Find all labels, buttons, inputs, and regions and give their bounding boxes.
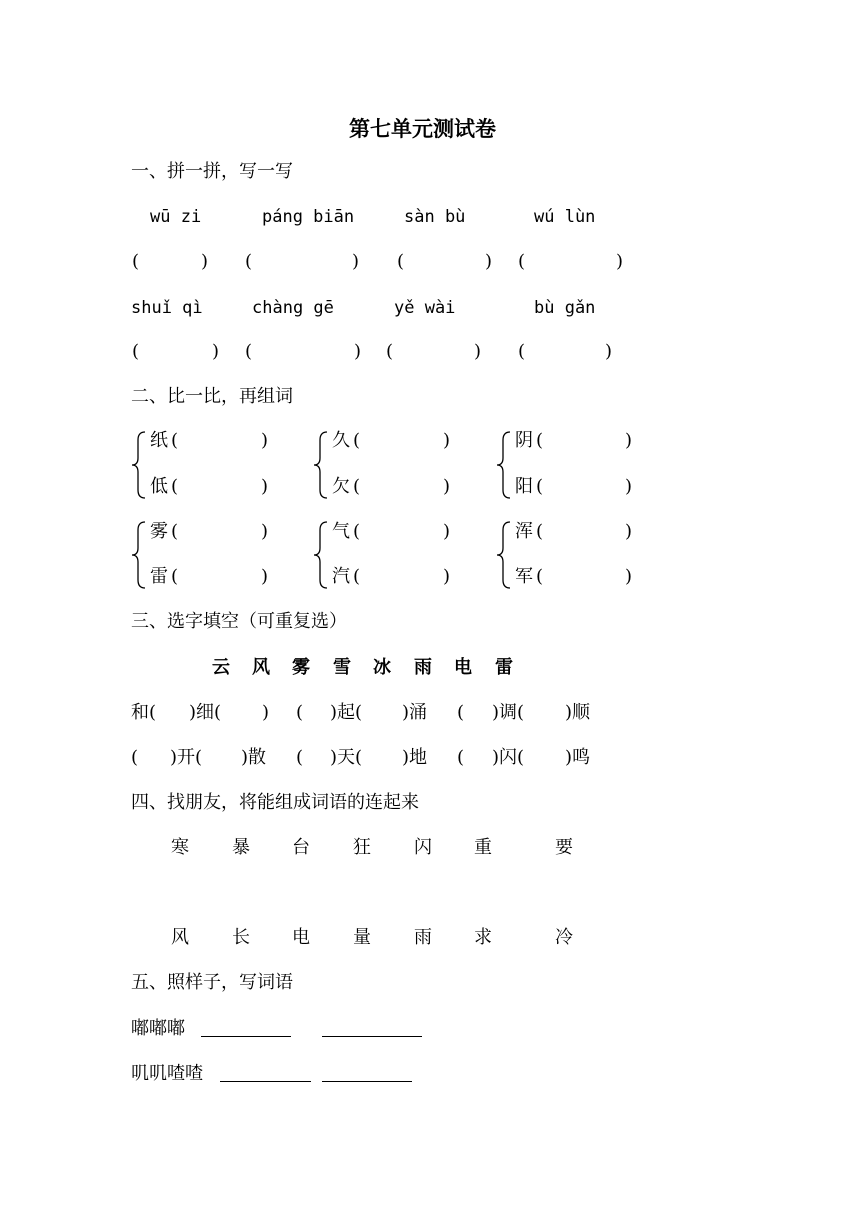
answer-paren-open: ( <box>353 566 361 587</box>
answer-paren-open: ( <box>353 521 361 542</box>
choice-char: 云 <box>212 657 230 678</box>
answer-paren-open: ( <box>353 430 361 451</box>
compare-char: 雷 <box>150 566 168 587</box>
brace-icon <box>131 520 147 590</box>
compare-char: 阳 <box>515 476 533 497</box>
fill-segment: ( <box>457 747 465 768</box>
answer-paren-open: ( <box>536 476 544 497</box>
fill-segment: )散 <box>241 747 267 768</box>
fill-segment: ( <box>457 702 465 723</box>
answer-paren-open: ( <box>353 476 361 497</box>
answer-paren-open: ( <box>386 341 394 362</box>
match-char-top[interactable]: 台 <box>292 837 310 858</box>
answer-paren-close: ) <box>261 430 269 451</box>
answer-blank[interactable] <box>322 1081 412 1082</box>
answer-paren-open: ( <box>132 341 140 362</box>
choice-char: 雷 <box>495 657 513 678</box>
answer-paren-close: ) <box>485 251 493 272</box>
page-title: 第七单元测试卷 <box>349 116 496 141</box>
answer-paren-close: ) <box>201 251 209 272</box>
match-char-top[interactable]: 闪 <box>414 837 432 858</box>
choice-char: 雨 <box>414 657 432 678</box>
compare-char: 浑 <box>515 521 533 542</box>
fill-segment: )地 <box>402 747 428 768</box>
answer-paren-close: ) <box>625 566 633 587</box>
choice-char: 电 <box>454 657 472 678</box>
answer-paren-open: ( <box>536 521 544 542</box>
answer-paren-close: ) <box>625 476 633 497</box>
compare-char: 汽 <box>332 566 350 587</box>
brace-icon <box>496 430 512 500</box>
answer-paren-close: ) <box>625 521 633 542</box>
section-5-heading: 五、照样子，写词语 <box>131 972 293 993</box>
match-char-top[interactable]: 重 <box>474 837 492 858</box>
match-char-bottom[interactable]: 长 <box>232 927 250 948</box>
fill-segment: ( <box>296 747 304 768</box>
answer-paren-open: ( <box>132 251 140 272</box>
fill-segment: )鸣 <box>565 747 591 768</box>
fill-segment: 和( <box>131 702 157 723</box>
section-4-heading: 四、找朋友，将能组成词语的连起来 <box>131 792 419 813</box>
match-char-top[interactable]: 暴 <box>232 837 250 858</box>
answer-paren-close: ) <box>605 341 613 362</box>
match-char-bottom[interactable]: 电 <box>292 927 310 948</box>
answer-paren-close: ) <box>352 251 360 272</box>
fill-segment: )顺 <box>565 702 591 723</box>
answer-paren-close: ) <box>443 476 451 497</box>
match-char-bottom[interactable]: 风 <box>171 927 189 948</box>
fill-segment: )涌 <box>402 702 428 723</box>
section-3-heading: 三、选字填空（可重复选） <box>131 611 347 632</box>
answer-paren-close: ) <box>474 341 482 362</box>
answer-paren-close: ) <box>261 566 269 587</box>
answer-paren-open: ( <box>518 341 526 362</box>
match-char-top[interactable]: 寒 <box>171 837 189 858</box>
fill-segment: )天( <box>330 747 363 768</box>
answer-paren-open: ( <box>245 341 253 362</box>
answer-paren-close: ) <box>261 476 269 497</box>
answer-paren-open: ( <box>536 566 544 587</box>
compare-char: 雾 <box>150 521 168 542</box>
example-word: 叽叽喳喳 <box>131 1063 203 1084</box>
choice-char: 风 <box>252 657 270 678</box>
answer-paren-open: ( <box>518 251 526 272</box>
answer-paren-close: ) <box>443 430 451 451</box>
fill-segment: ) <box>262 702 270 723</box>
answer-paren-open: ( <box>397 251 405 272</box>
compare-char: 低 <box>150 476 168 497</box>
match-char-top[interactable]: 狂 <box>353 837 371 858</box>
answer-paren-close: ) <box>261 521 269 542</box>
pinyin-item: bù gǎn <box>534 298 596 318</box>
fill-segment: )开( <box>170 747 203 768</box>
example-word: 嘟嘟嘟 <box>131 1018 185 1039</box>
answer-paren-close: ) <box>443 521 451 542</box>
pinyin-item: páng biān <box>262 207 355 227</box>
brace-icon <box>313 430 329 500</box>
answer-blank[interactable] <box>201 1036 291 1037</box>
match-char-bottom[interactable]: 雨 <box>414 927 432 948</box>
match-char-bottom[interactable]: 冷 <box>555 927 573 948</box>
fill-segment: )闪( <box>492 747 525 768</box>
match-char-top[interactable]: 要 <box>555 837 573 858</box>
match-char-bottom[interactable]: 量 <box>353 927 371 948</box>
answer-blank[interactable] <box>220 1081 311 1082</box>
choice-char: 冰 <box>373 657 391 678</box>
compare-char: 气 <box>332 521 350 542</box>
compare-char: 阴 <box>515 430 533 451</box>
fill-segment: ( <box>296 702 304 723</box>
answer-paren-open: ( <box>171 430 179 451</box>
fill-segment: )细( <box>189 702 222 723</box>
section-2-heading: 二、比一比，再组词 <box>131 386 293 407</box>
brace-icon <box>131 430 147 500</box>
answer-paren-open: ( <box>171 521 179 542</box>
answer-paren-close: ) <box>443 566 451 587</box>
answer-paren-close: ) <box>354 341 362 362</box>
answer-paren-close: ) <box>212 341 220 362</box>
answer-blank[interactable] <box>322 1036 422 1037</box>
answer-paren-open: ( <box>171 476 179 497</box>
pinyin-item: sàn bù <box>404 207 466 227</box>
compare-char: 欠 <box>332 476 350 497</box>
compare-char: 军 <box>515 566 533 587</box>
match-char-bottom[interactable]: 求 <box>474 927 492 948</box>
choice-char: 雾 <box>292 657 310 678</box>
compare-char: 久 <box>332 430 350 451</box>
pinyin-item: shuǐ qì <box>131 298 203 318</box>
fill-segment: )调( <box>492 702 525 723</box>
answer-paren-close: ) <box>616 251 624 272</box>
answer-paren-open: ( <box>536 430 544 451</box>
pinyin-item: chàng gē <box>252 298 334 318</box>
brace-icon <box>496 520 512 590</box>
pinyin-item: wū zi <box>150 207 202 227</box>
fill-segment: )起( <box>330 702 363 723</box>
pinyin-item: wú lùn <box>534 207 596 227</box>
pinyin-item: yě wài <box>394 298 456 318</box>
section-1-heading: 一、拼一拼，写一写 <box>131 161 293 182</box>
answer-paren-open: ( <box>171 566 179 587</box>
choice-char: 雪 <box>333 657 351 678</box>
compare-char: 纸 <box>150 430 168 451</box>
answer-paren-close: ) <box>625 430 633 451</box>
brace-icon <box>313 520 329 590</box>
answer-paren-open: ( <box>245 251 253 272</box>
fill-segment: ( <box>131 747 139 768</box>
